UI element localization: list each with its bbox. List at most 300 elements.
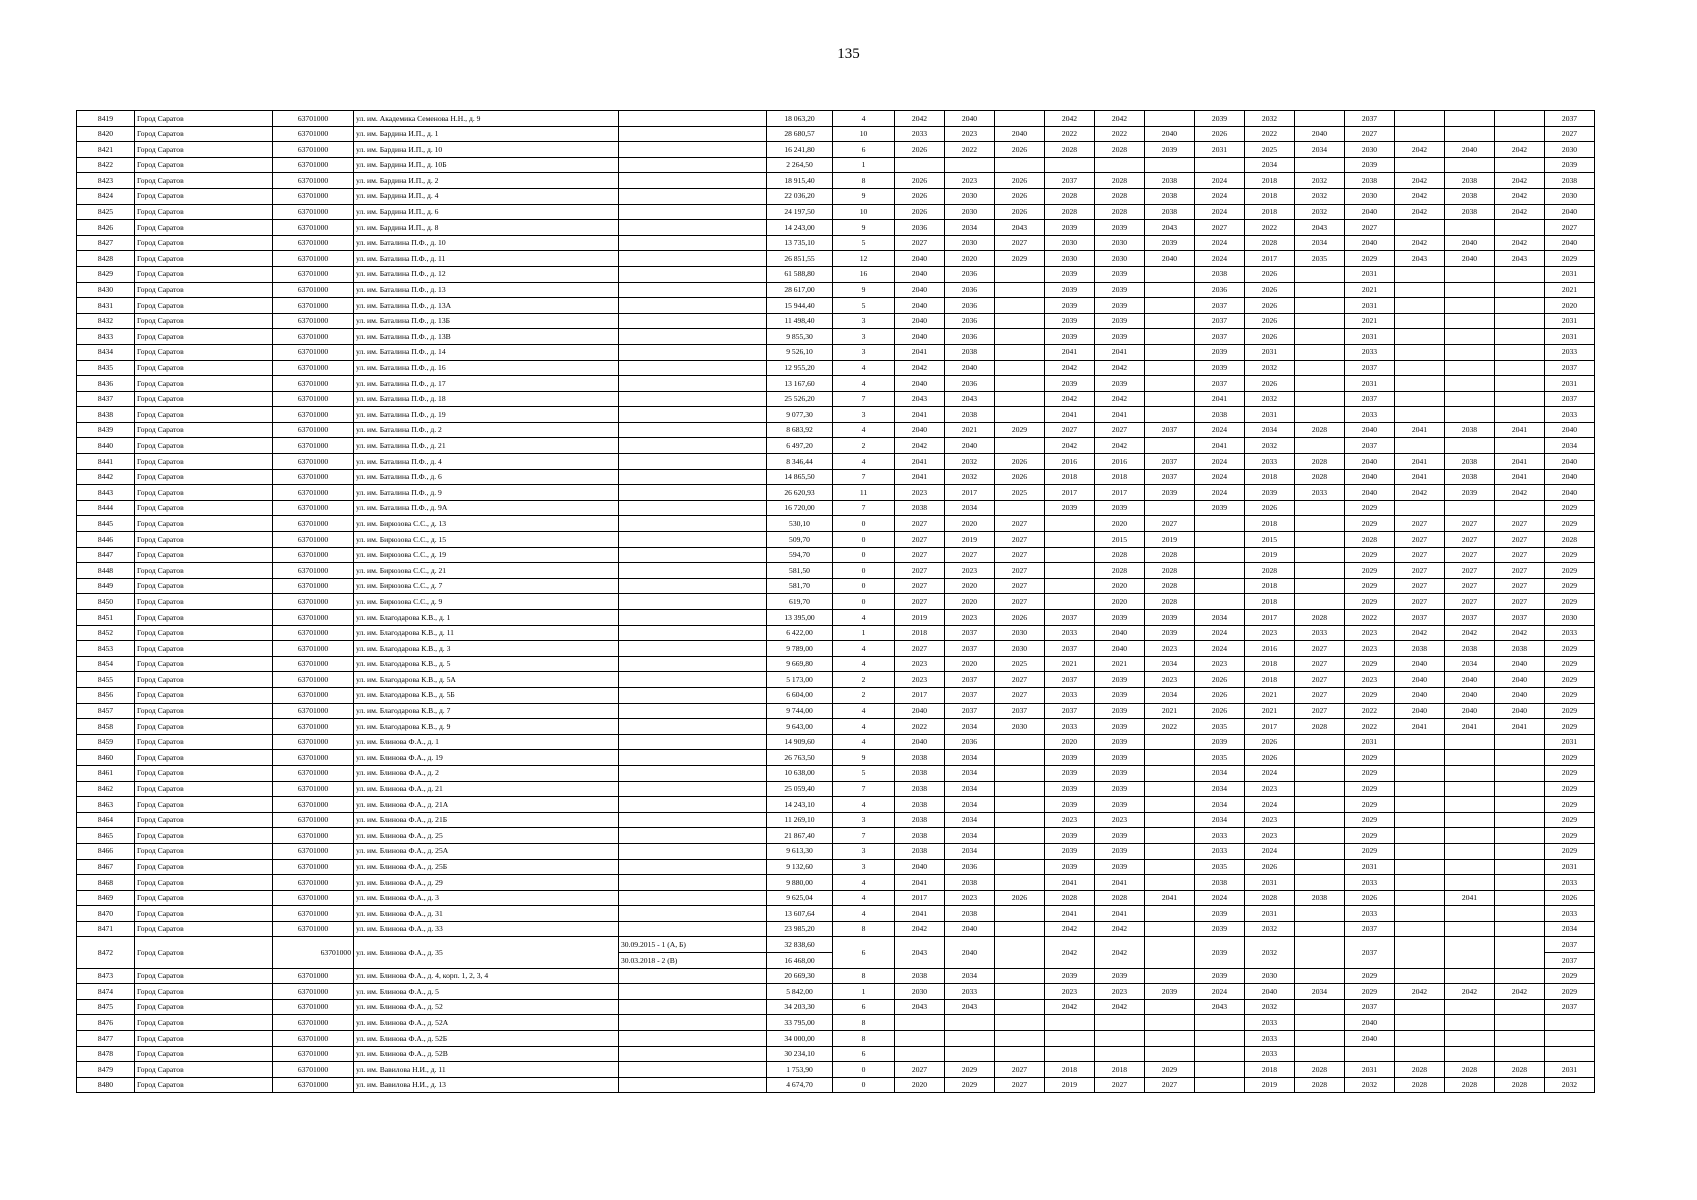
address-cell: ул. им. Благодарова К.В., д. 5 [354,656,619,672]
year-cell-7: 2037 [1195,298,1245,314]
year-cell-2: 2032 [945,469,995,485]
oktmo-code-cell: 63701000 [273,111,354,127]
area-cell: 9 526,10 [767,344,833,360]
year-cell-2: 2030 [945,204,995,220]
year-cell-7: 2037 [1195,376,1245,392]
address-cell: ул. им. Баталина П.Ф., д. 19 [354,407,619,423]
year-cell-13 [1495,313,1545,329]
area-cell: 594,70 [767,547,833,563]
year-cell-7: 2043 [1195,999,1245,1015]
year-cell-1: 2040 [895,703,945,719]
year-cell-8: 2018 [1245,656,1295,672]
municipality-cell: Город Саратов [135,750,273,766]
commissioning-cell [619,204,767,220]
lifts-cell: 4 [833,734,895,750]
year-cell-9 [1295,828,1345,844]
year-cell-8: 2033 [1245,1046,1295,1062]
year-cell-9: 2028 [1295,610,1345,626]
year-cell-3 [995,407,1045,423]
municipality-cell: Город Саратов [135,578,273,594]
municipality-cell: Город Саратов [135,875,273,891]
year-cell-12: 2039 [1445,485,1495,501]
municipality-cell: Город Саратов [135,266,273,282]
year-cell-3: 2026 [995,142,1045,158]
year-cell-9 [1295,500,1345,516]
municipality-cell: Город Саратов [135,859,273,875]
year-cell-7: 2024 [1195,251,1245,267]
year-cell-4: 2030 [1045,251,1095,267]
area-cell: 9 789,00 [767,641,833,657]
year-cell-6 [1145,111,1195,127]
commissioning-cell: 30.03.2018 - 2 (В) [619,953,767,969]
area-cell: 9 132,60 [767,859,833,875]
lifts-cell: 4 [833,719,895,735]
lifts-cell: 0 [833,594,895,610]
year-cell-8: 2018 [1245,173,1295,189]
year-cell-6: 2027 [1145,516,1195,532]
municipality-cell: Город Саратов [135,344,273,360]
year-cell-2: 2020 [945,578,995,594]
year-cell-5: 2039 [1095,282,1145,298]
table-row [77,859,1595,875]
table-row [77,500,1595,516]
oktmo-code-cell: 63701000 [273,266,354,282]
year-cell-9: 2038 [1295,890,1345,906]
table-row [77,126,1595,142]
year-cell-2: 2030 [945,188,995,204]
table-row [77,1031,1595,1047]
table-row [77,282,1595,298]
year-cell-9 [1295,937,1345,968]
year-cell-7: 2024 [1195,422,1245,438]
row-number: 8435 [77,360,135,376]
year-cell-14: 2028 [1545,532,1595,548]
year-cell-8: 2026 [1245,500,1295,516]
address-cell: ул. им. Блинова Ф.А., д. 25А [354,843,619,859]
year-cell-13 [1495,376,1545,392]
commissioning-cell [619,516,767,532]
lifts-cell: 10 [833,204,895,220]
year-cell-13 [1495,734,1545,750]
year-cell-6 [1145,360,1195,376]
table-row [77,968,1595,984]
year-cell-8: 2032 [1245,438,1295,454]
area-cell: 8 346,44 [767,454,833,470]
year-cell-8: 2021 [1245,687,1295,703]
year-cell-9 [1295,407,1345,423]
year-cell-10 [1345,1046,1395,1062]
year-cell-5: 2039 [1095,968,1145,984]
year-cell-3: 2030 [995,625,1045,641]
year-cell-2: 2037 [945,672,995,688]
year-cell-13 [1495,1015,1545,1031]
year-cell-14: 2029 [1545,641,1595,657]
area-cell: 13 607,64 [767,906,833,922]
year-cell-2: 2029 [945,1077,995,1093]
year-cell-1: 2041 [895,344,945,360]
year-cell-12: 2038 [1445,204,1495,220]
year-cell-1: 2027 [895,547,945,563]
row-number: 8456 [77,687,135,703]
year-cell-14: 2021 [1545,282,1595,298]
area-cell: 11 498,40 [767,313,833,329]
year-cell-11 [1395,906,1445,922]
table-row [77,329,1595,345]
table-row [77,438,1595,454]
address-cell: ул. им. Блинова Ф.А., д. 4, корп. 1, 2, 3, 4 [354,968,619,984]
address-cell: ул. им. Бардина И.П., д. 8 [354,220,619,236]
municipality-cell: Город Саратов [135,500,273,516]
year-cell-5: 2039 [1095,781,1145,797]
year-cell-12 [1445,282,1495,298]
year-cell-7: 2039 [1195,111,1245,127]
year-cell-2 [945,157,995,173]
commissioning-cell [619,266,767,282]
year-cell-13 [1495,344,1545,360]
year-cell-14: 2031 [1545,266,1595,282]
year-cell-4: 2018 [1045,469,1095,485]
oktmo-code-cell: 63701000 [273,765,354,781]
year-cell-9 [1295,376,1345,392]
year-cell-5: 2018 [1095,1062,1145,1078]
area-cell: 12 955,20 [767,360,833,376]
year-cell-10: 2030 [1345,142,1395,158]
year-cell-8: 2040 [1245,984,1295,1000]
area-cell: 25 059,40 [767,781,833,797]
address-cell: ул. им. Благодарова К.В., д. 7 [354,703,619,719]
year-cell-14: 2029 [1545,672,1595,688]
year-cell-10: 2037 [1345,111,1395,127]
row-number: 8441 [77,454,135,470]
year-cell-1: 2042 [895,438,945,454]
lifts-cell: 8 [833,1015,895,1031]
year-cell-2: 2017 [945,485,995,501]
year-cell-3 [995,438,1045,454]
year-cell-5: 2022 [1095,126,1145,142]
year-cell-12 [1445,313,1495,329]
oktmo-code-cell: 63701000 [273,703,354,719]
year-cell-2: 2020 [945,516,995,532]
year-cell-12: 2042 [1445,984,1495,1000]
row-number: 8446 [77,532,135,548]
year-cell-10: 2038 [1345,173,1395,189]
oktmo-code-cell: 63701000 [273,547,354,563]
row-number: 8439 [77,422,135,438]
commissioning-cell [619,765,767,781]
year-cell-9: 2027 [1295,703,1345,719]
row-number: 8453 [77,641,135,657]
table-row [77,984,1595,1000]
lifts-cell: 8 [833,1031,895,1047]
address-cell: ул. им. Благодарова К.В., д. 11 [354,625,619,641]
year-cell-14 [1545,1015,1595,1031]
year-cell-4: 2039 [1045,765,1095,781]
year-cell-4: 2042 [1045,921,1095,937]
year-cell-3 [995,111,1045,127]
municipality-cell: Город Саратов [135,625,273,641]
year-cell-5: 2039 [1095,266,1145,282]
address-cell: ул. им. Бирюзова С.С., д. 21 [354,563,619,579]
year-cell-9 [1295,438,1345,454]
year-cell-1: 2017 [895,890,945,906]
year-cell-14: 2031 [1545,1062,1595,1078]
oktmo-code-cell: 63701000 [273,1031,354,1047]
municipality-cell: Город Саратов [135,142,273,158]
year-cell-4: 2037 [1045,672,1095,688]
table-row [77,376,1595,392]
year-cell-12 [1445,875,1495,891]
municipality-cell: Город Саратов [135,1015,273,1031]
municipality-cell: Город Саратов [135,1077,273,1093]
year-cell-11: 2027 [1395,547,1445,563]
year-cell-1: 2026 [895,142,945,158]
year-cell-3 [995,376,1045,392]
lifts-cell: 0 [833,563,895,579]
year-cell-13 [1495,266,1545,282]
year-cell-10: 2029 [1345,578,1395,594]
table-row [77,188,1595,204]
year-cell-1: 2038 [895,968,945,984]
year-cell-13 [1495,360,1545,376]
year-cell-9 [1295,1046,1345,1062]
address-cell: ул. им. Блинова Ф.А., д. 19 [354,750,619,766]
year-cell-6 [1145,937,1195,968]
lifts-cell: 7 [833,391,895,407]
oktmo-code-cell: 63701000 [273,1077,354,1093]
row-number: 8473 [77,968,135,984]
year-cell-12 [1445,111,1495,127]
year-cell-13 [1495,797,1545,813]
year-cell-3: 2027 [995,563,1045,579]
year-cell-9: 2034 [1295,142,1345,158]
year-cell-5: 2042 [1095,391,1145,407]
year-cell-4: 2042 [1045,360,1095,376]
year-cell-13 [1495,921,1545,937]
municipality-cell: Город Саратов [135,719,273,735]
year-cell-10: 2033 [1345,875,1395,891]
year-cell-13 [1495,438,1545,454]
year-cell-12 [1445,859,1495,875]
oktmo-code-cell: 63701000 [273,173,354,189]
year-cell-14: 2029 [1545,781,1595,797]
year-cell-12: 2040 [1445,251,1495,267]
year-cell-2: 2032 [945,454,995,470]
year-cell-4: 2039 [1045,313,1095,329]
year-cell-2: 2034 [945,968,995,984]
year-cell-8: 2026 [1245,750,1295,766]
year-cell-1: 2038 [895,781,945,797]
year-cell-4: 2028 [1045,204,1095,220]
year-cell-4: 2039 [1045,376,1095,392]
commissioning-cell [619,672,767,688]
year-cell-14: 2040 [1545,485,1595,501]
commissioning-cell [619,999,767,1015]
year-cell-14: 2029 [1545,594,1595,610]
year-cell-12 [1445,500,1495,516]
year-cell-11 [1395,391,1445,407]
year-cell-11 [1395,797,1445,813]
year-cell-6 [1145,344,1195,360]
year-cell-4: 2039 [1045,500,1095,516]
year-cell-9: 2028 [1295,1062,1345,1078]
oktmo-code-cell: 63701000 [273,672,354,688]
oktmo-code-cell: 63701000 [273,797,354,813]
year-cell-2 [945,1031,995,1047]
year-cell-8: 2034 [1245,157,1295,173]
year-cell-11: 2027 [1395,532,1445,548]
year-cell-8: 2018 [1245,469,1295,485]
address-cell: ул. им. Бардина И.П., д. 10Б [354,157,619,173]
year-cell-2: 2038 [945,906,995,922]
table-row [77,407,1595,423]
area-cell: 13 395,00 [767,610,833,626]
year-cell-5: 2041 [1095,407,1145,423]
year-cell-9: 2028 [1295,469,1345,485]
year-cell-13: 2041 [1495,422,1545,438]
year-cell-4: 2039 [1045,750,1095,766]
lifts-cell: 4 [833,875,895,891]
oktmo-code-cell: 63701000 [273,251,354,267]
year-cell-12 [1445,391,1495,407]
commissioning-cell [619,890,767,906]
area-cell: 9 855,30 [767,329,833,345]
table-row [77,594,1595,610]
municipality-cell: Город Саратов [135,251,273,267]
oktmo-code-cell: 63701000 [273,188,354,204]
commissioning-cell [619,984,767,1000]
year-cell-5: 2028 [1095,173,1145,189]
commissioning-cell [619,407,767,423]
year-cell-12: 2040 [1445,142,1495,158]
year-cell-7: 2039 [1195,360,1245,376]
year-cell-8: 2033 [1245,1031,1295,1047]
year-cell-11 [1395,812,1445,828]
area-cell: 34 000,00 [767,1031,833,1047]
year-cell-5: 2021 [1095,656,1145,672]
year-cell-6: 2038 [1145,204,1195,220]
municipality-cell: Город Саратов [135,485,273,501]
year-cell-2: 2037 [945,625,995,641]
table-row [77,173,1595,189]
year-cell-7: 2039 [1195,344,1245,360]
lifts-cell: 8 [833,921,895,937]
year-cell-9: 2032 [1295,204,1345,220]
address-cell: ул. им. Благодарова К.В., д. 1 [354,610,619,626]
year-cell-11: 2042 [1395,485,1445,501]
year-cell-3 [995,859,1045,875]
address-cell: ул. им. Блинова Ф.А., д. 1 [354,734,619,750]
year-cell-10: 2033 [1345,906,1395,922]
year-cell-14: 2032 [1545,1077,1595,1093]
year-cell-9: 2034 [1295,984,1345,1000]
oktmo-code-cell: 63701000 [273,719,354,735]
commissioning-cell [619,454,767,470]
year-cell-1: 2036 [895,220,945,236]
municipality-cell: Город Саратов [135,968,273,984]
year-cell-5: 2042 [1095,937,1145,968]
year-cell-1: 2042 [895,921,945,937]
address-cell: ул. им. Благодарова К.В., д. 3 [354,641,619,657]
commissioning-cell [619,656,767,672]
year-cell-3 [995,906,1045,922]
lifts-cell: 4 [833,703,895,719]
row-number: 8429 [77,266,135,282]
lifts-cell: 4 [833,422,895,438]
year-cell-3: 2027 [995,578,1045,594]
page-number: 135 [837,46,860,62]
year-cell-6: 2038 [1145,173,1195,189]
year-cell-5: 2028 [1095,188,1145,204]
year-cell-14: 2027 [1545,220,1595,236]
year-cell-9: 2027 [1295,687,1345,703]
year-cell-2: 2034 [945,812,995,828]
oktmo-code-cell: 63701000 [273,422,354,438]
area-cell: 14 243,10 [767,797,833,813]
year-cell-6: 2037 [1145,469,1195,485]
year-cell-9: 2028 [1295,1077,1345,1093]
year-cell-1: 2040 [895,313,945,329]
year-cell-11 [1395,999,1445,1015]
row-number: 8471 [77,921,135,937]
year-cell-9 [1295,266,1345,282]
row-number: 8479 [77,1062,135,1078]
register-table [76,110,1595,1093]
table-row [77,360,1595,376]
row-number: 8426 [77,220,135,236]
year-cell-1: 2043 [895,391,945,407]
year-cell-11 [1395,220,1445,236]
year-cell-6 [1145,391,1195,407]
address-cell: ул. им. Баталина П.Ф., д. 13 [354,282,619,298]
lifts-cell: 7 [833,469,895,485]
year-cell-10: 2040 [1345,1031,1395,1047]
year-cell-6: 2039 [1145,142,1195,158]
address-cell: ул. им. Блинова Ф.А., д. 21Б [354,812,619,828]
year-cell-2: 2023 [945,563,995,579]
year-cell-3: 2026 [995,469,1045,485]
year-cell-14: 2040 [1545,454,1595,470]
year-cell-11: 2042 [1395,173,1445,189]
year-cell-13: 2042 [1495,235,1545,251]
commissioning-cell [619,828,767,844]
year-cell-10: 2037 [1345,438,1395,454]
year-cell-3 [995,828,1045,844]
year-cell-5: 2039 [1095,220,1145,236]
oktmo-code-cell: 63701000 [273,734,354,750]
lifts-cell: 6 [833,142,895,158]
year-cell-8: 2033 [1245,454,1295,470]
row-number: 8462 [77,781,135,797]
table-row [77,719,1595,735]
year-cell-6: 2034 [1145,687,1195,703]
year-cell-5: 2039 [1095,329,1145,345]
year-cell-5: 2020 [1095,516,1145,532]
oktmo-code-cell: 63701000 [273,578,354,594]
oktmo-code-cell: 63701000 [273,921,354,937]
year-cell-6 [1145,999,1195,1015]
year-cell-11: 2027 [1395,563,1445,579]
year-cell-1: 2043 [895,937,945,968]
year-cell-9 [1295,999,1345,1015]
year-cell-10: 2029 [1345,843,1395,859]
table-row [77,454,1595,470]
year-cell-6 [1145,407,1195,423]
year-cell-13 [1495,906,1545,922]
year-cell-6: 2040 [1145,126,1195,142]
year-cell-3 [995,812,1045,828]
row-number: 8433 [77,329,135,345]
lifts-cell: 4 [833,610,895,626]
